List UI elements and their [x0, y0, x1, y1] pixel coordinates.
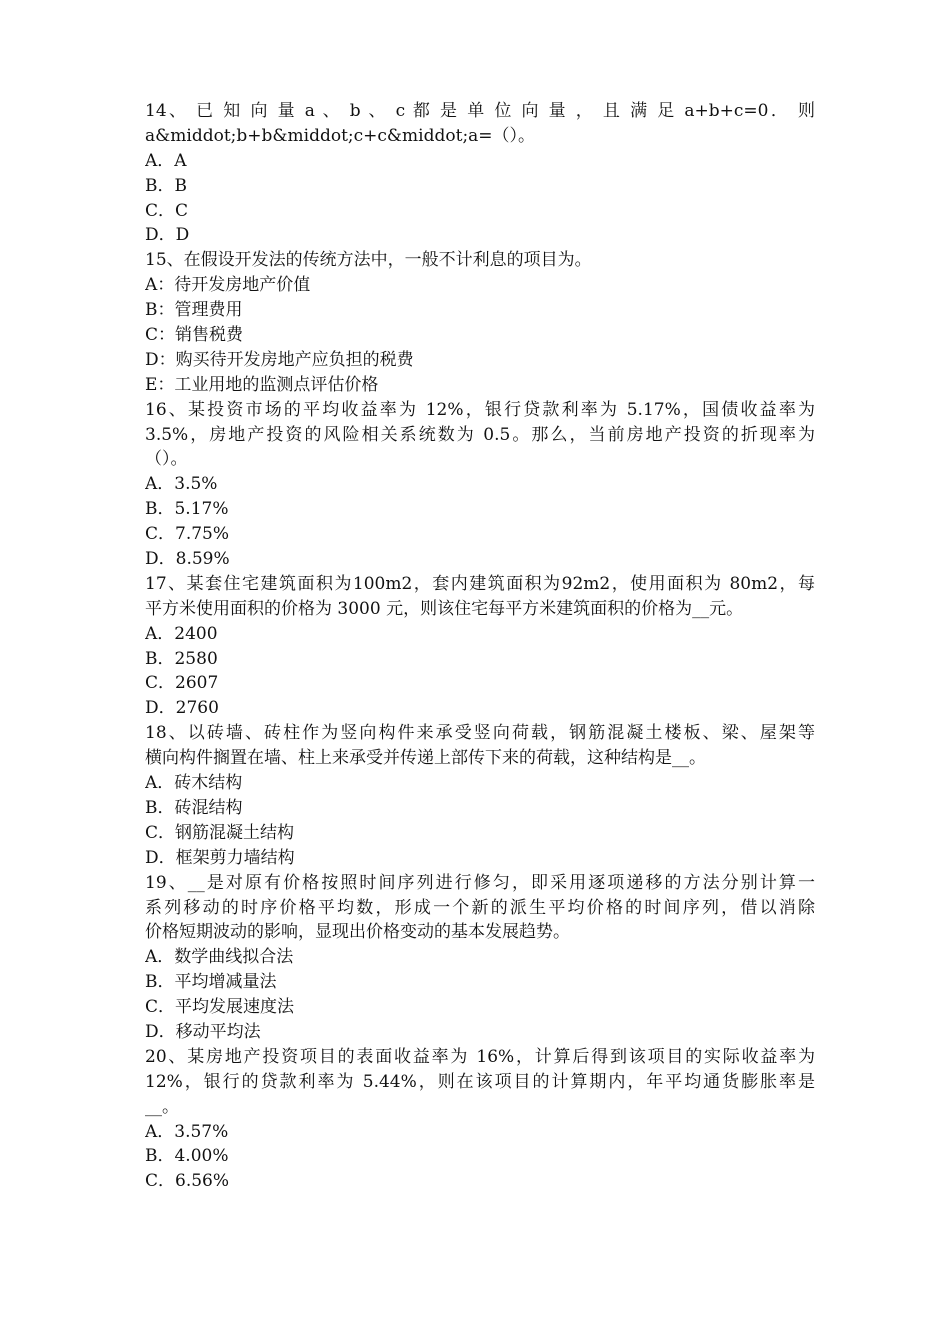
- document-page: [145, 99, 815, 1194]
- option-d: D．D: [145, 225, 190, 246]
- option-b: B：管理费用: [145, 300, 243, 321]
- question-text-line: __。: [145, 1096, 179, 1117]
- question-text-line: 平方米使用面积的价格为 3000 元，则该住宅每平方米建筑面积的价格为__元。: [145, 598, 744, 619]
- option-a: A．A: [145, 150, 187, 171]
- option-c: C．C: [145, 200, 189, 221]
- option-b: B．5.17%: [145, 499, 229, 520]
- question-text-line: 15、在假设开发法的传统方法中，一般不计利息的项目为。: [145, 250, 592, 271]
- option-d: D．框架剪力墙结构: [145, 847, 295, 868]
- question-19: [145, 871, 815, 1045]
- question-text-line: 横向构件搁置在墙、柱上来承受并传递上部传下来的荷载，这种结构是__。: [145, 748, 706, 769]
- question-text-line: 14、 已 知 向 量 a 、 b 、 c 都 是 单 位 向 量 ， 且 满 足 a+b+c=0． 则: [145, 101, 815, 121]
- question-18: [145, 721, 815, 870]
- question-14: [145, 99, 815, 248]
- question-text-line: 17、某套住宅建筑面积为100m2，套内建筑面积为92m2，使用面积为 80m2，每: [145, 573, 815, 594]
- option-c: C．平均发展速度法: [145, 997, 295, 1018]
- question-17: [145, 572, 815, 721]
- question-text-line: 价格短期波动的影响，显现出价格变动的基本发展趋势。: [145, 922, 570, 943]
- option-a: A．砖木结构: [145, 773, 243, 794]
- option-c: C：销售税费: [145, 325, 244, 346]
- question-text-line: a&middot;b+b&middot;c+c&middot;a=（）。: [145, 125, 536, 146]
- option-d: D．2760: [145, 698, 219, 719]
- option-c: C．钢筋混凝土结构: [145, 822, 295, 843]
- question-text-line: （）。: [145, 449, 188, 470]
- question-text-line: 12%，银行的贷款利率为 5.44%，则在该项目的计算期内，年平均通货膨胀率是: [145, 1071, 815, 1092]
- option-d: D．移动平均法: [145, 1021, 261, 1042]
- option-a: A．数学曲线拟合法: [145, 947, 294, 968]
- question-20: [145, 1045, 815, 1194]
- option-a: A．3.57%: [145, 1121, 229, 1142]
- option-c: C．2607: [145, 673, 219, 694]
- option-c: C．7.75%: [145, 524, 230, 545]
- option-b: B．4.00%: [145, 1146, 229, 1167]
- question-text-line: 16、某投资市场的平均收益率为 12%，银行贷款利率为 5.17%，国债收益率为: [145, 399, 815, 420]
- option-e: E：工业用地的监测点评估价格: [145, 374, 379, 395]
- option-a: A：待开发房地产价值: [145, 275, 311, 296]
- question-15: [145, 248, 815, 397]
- question-text-line: 系列移动的时序价格平均数，形成一个新的派生平均价格的时间序列，借以消除: [145, 897, 815, 918]
- option-b: B．砖混结构: [145, 797, 243, 818]
- option-a: A．2400: [145, 623, 218, 644]
- option-c: C．6.56%: [145, 1171, 230, 1192]
- question-text-line: 3.5%，房地产投资的风险相关系统数为 0.5。那么，当前房地产投资的折现率为: [145, 424, 815, 445]
- option-d: D．8.59%: [145, 549, 230, 570]
- question-text-line: 20、某房地产投资项目的表面收益率为 16%，计算后得到该项目的实际收益率为: [145, 1046, 815, 1067]
- question-text-line: 18、以砖墙、砖柱作为竖向构件来承受竖向荷载，钢筋混凝土楼板、梁、屋架等: [145, 723, 815, 744]
- option-d: D：购买待开发房地产应负担的税费: [145, 349, 414, 370]
- question-text-line: 19、__是对原有价格按照时间序列进行修匀，即采用逐项递移的方法分别计算一: [145, 872, 815, 893]
- option-b: B．2580: [145, 648, 218, 669]
- option-a: A．3.5%: [145, 474, 218, 495]
- question-16: [145, 398, 815, 572]
- option-b: B．平均增减量法: [145, 972, 277, 993]
- option-b: B．B: [145, 175, 187, 196]
